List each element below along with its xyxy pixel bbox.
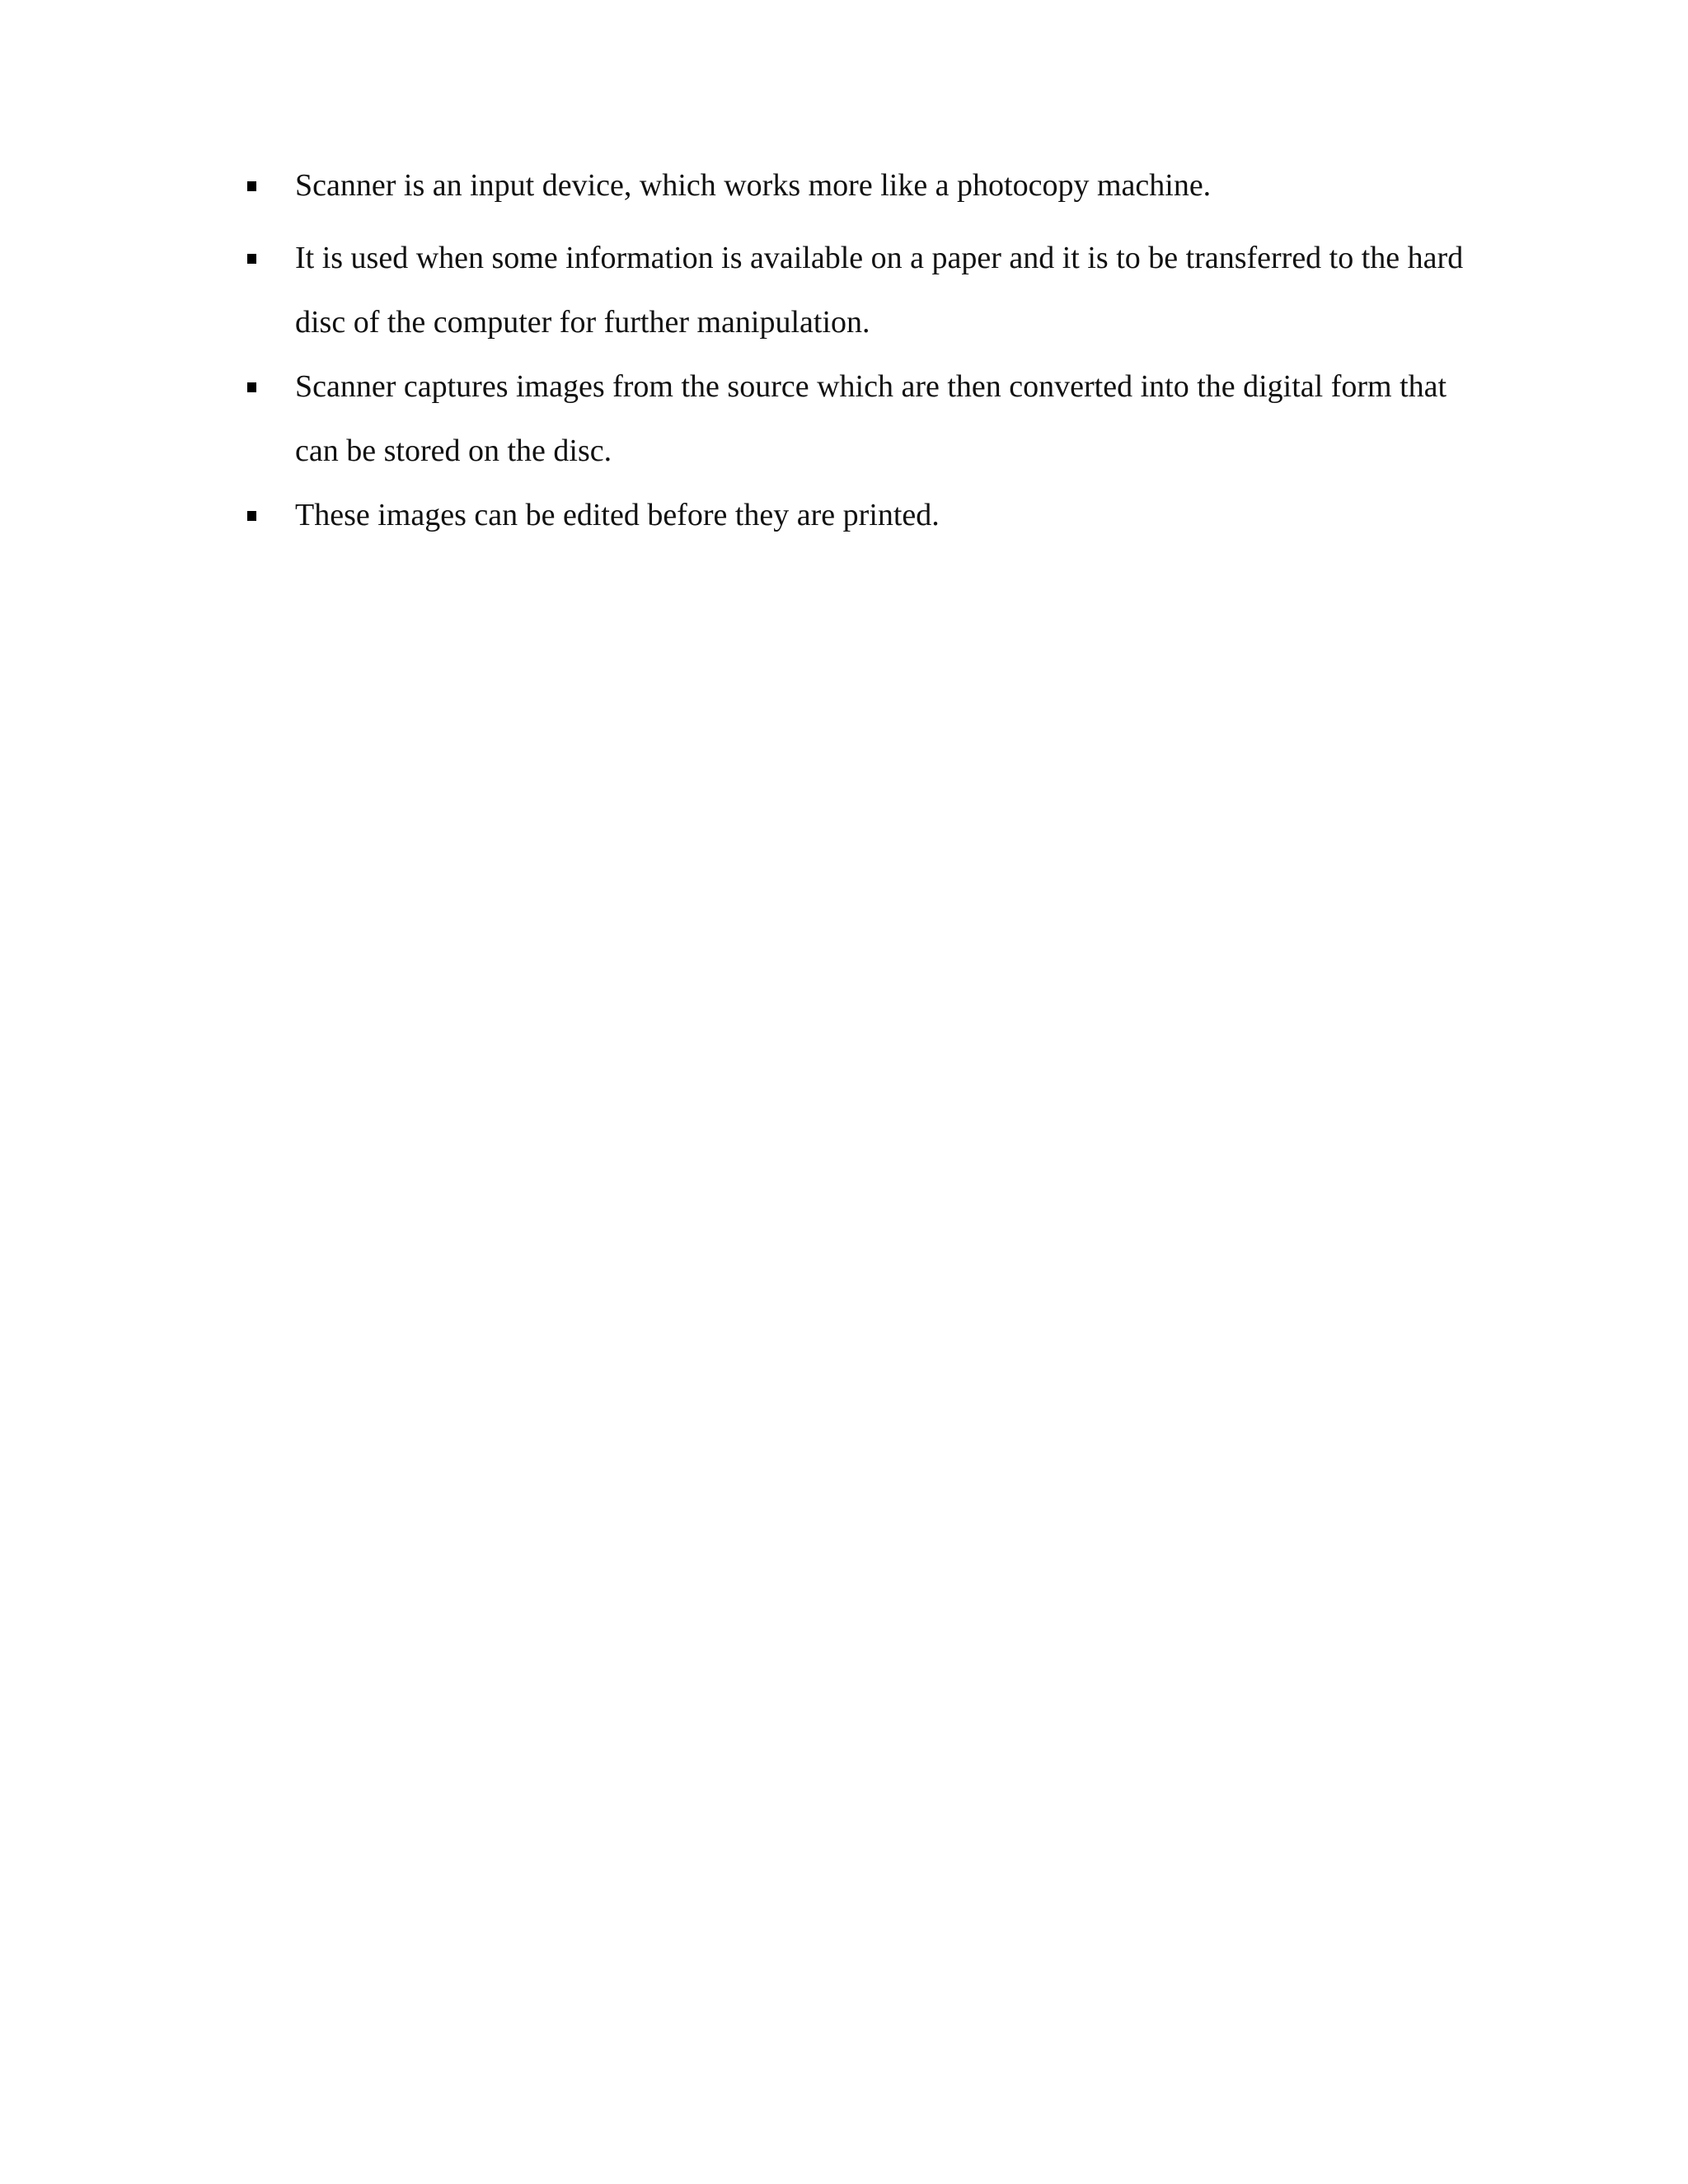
bullet-text: It is used when some information is available on a paper and it is to be transferred to the hard disc of the computer for further manipulation. xyxy=(295,241,1464,340)
square-bullet-icon xyxy=(247,181,256,191)
bullet-text: Scanner captures images from the source which are then converted into the digital form that can be stored on the disc. xyxy=(295,369,1447,468)
list-item xyxy=(241,354,1469,483)
bullet-list xyxy=(241,153,1469,547)
bullet-text: These images can be edited before they are printed. xyxy=(295,498,940,532)
list-item xyxy=(241,153,1469,218)
square-bullet-icon xyxy=(247,382,256,392)
bullet-text: Scanner is an input device, which works more like a photocopy machine. xyxy=(295,168,1212,203)
square-bullet-icon xyxy=(247,511,256,521)
square-bullet-icon xyxy=(247,254,256,264)
list-item xyxy=(241,226,1469,354)
list-item xyxy=(241,483,1469,547)
